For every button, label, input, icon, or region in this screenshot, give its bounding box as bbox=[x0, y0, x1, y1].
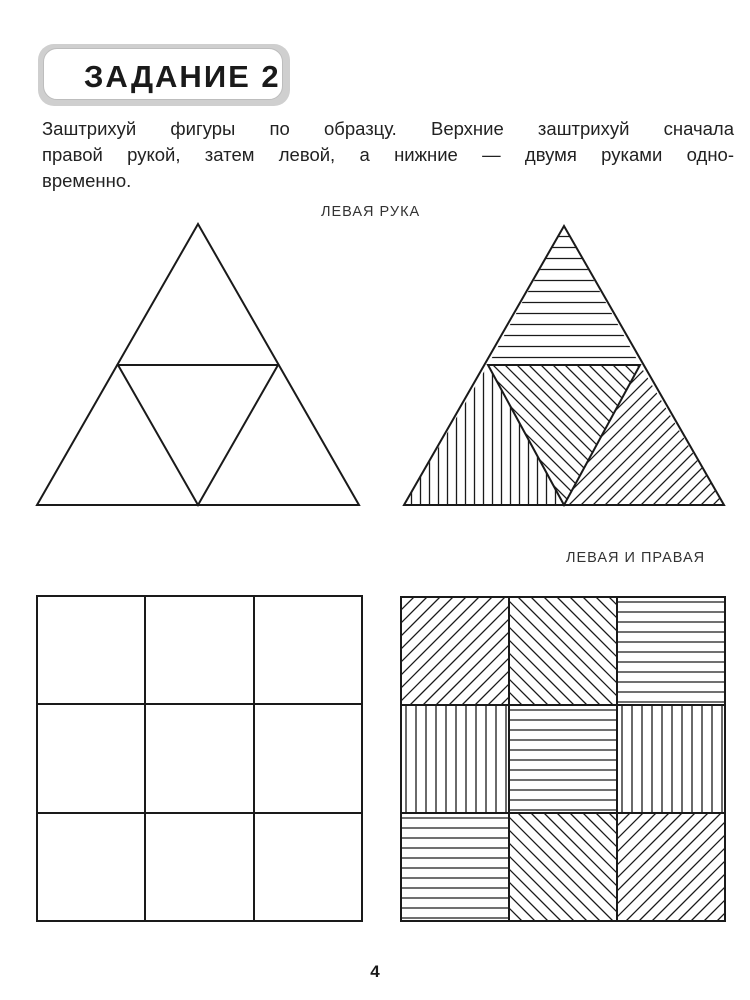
hatch-line bbox=[583, 597, 691, 705]
hatch-line bbox=[522, 813, 630, 921]
hatch-line bbox=[622, 597, 730, 705]
sample-grid-cell-4-hatching bbox=[406, 705, 506, 813]
hatch-line bbox=[401, 597, 509, 705]
hatch-line bbox=[605, 597, 713, 705]
hatch-line bbox=[468, 360, 618, 510]
hatch-line bbox=[587, 813, 695, 921]
hatch-line bbox=[456, 360, 606, 510]
hatch-line bbox=[397, 597, 505, 705]
instructions-line-2: правой рукой, затем левой, а нижние — двумя руками одно- bbox=[42, 144, 734, 165]
hatch-line bbox=[531, 813, 639, 921]
hatch-line bbox=[583, 813, 691, 921]
hatch-line bbox=[404, 360, 554, 510]
hatch-line bbox=[548, 813, 656, 921]
hatch-line bbox=[648, 597, 750, 705]
hatch-line bbox=[462, 597, 570, 705]
hatch-line bbox=[613, 813, 721, 921]
sample-triangle-top-hatching bbox=[480, 226, 650, 369]
hatch-line bbox=[410, 597, 518, 705]
hatch-line bbox=[440, 360, 590, 510]
hatch-line bbox=[728, 360, 750, 510]
hatch-line bbox=[479, 813, 587, 921]
hatch-line bbox=[509, 813, 617, 921]
hatch-line bbox=[432, 360, 582, 510]
sample-grid-cell-2-hatching bbox=[401, 597, 750, 705]
hatch-line bbox=[505, 813, 613, 921]
hatch-line bbox=[592, 597, 700, 705]
hatch-line bbox=[608, 360, 750, 510]
hatch-line bbox=[518, 597, 626, 705]
hatch-line bbox=[420, 360, 570, 510]
hatch-line bbox=[744, 360, 750, 510]
hatch-line bbox=[332, 360, 482, 510]
hatch-line bbox=[306, 597, 414, 705]
hatch-line bbox=[696, 360, 750, 510]
hatch-line bbox=[557, 597, 665, 705]
caption-left-hand: ЛЕВАЯ РУКА bbox=[321, 204, 421, 220]
hatch-line bbox=[479, 597, 587, 705]
hatch-line bbox=[668, 360, 750, 510]
hatch-line bbox=[544, 813, 652, 921]
hatch-line bbox=[635, 813, 743, 921]
hatch-line bbox=[588, 360, 738, 510]
hatch-line bbox=[557, 813, 665, 921]
hatch-line bbox=[570, 813, 678, 921]
hatch-line bbox=[648, 813, 750, 921]
hatch-line bbox=[475, 597, 583, 705]
hatch-line bbox=[704, 813, 750, 921]
hatch-line bbox=[609, 813, 717, 921]
hatch-line bbox=[414, 813, 522, 921]
hatch-line bbox=[612, 360, 750, 510]
hatch-line bbox=[453, 813, 561, 921]
hatch-line bbox=[609, 597, 717, 705]
task-title: ЗАДАНИЕ 2 bbox=[84, 59, 281, 94]
hatch-line bbox=[626, 813, 734, 921]
page-number: 4 bbox=[370, 962, 380, 981]
hatch-line bbox=[661, 597, 750, 705]
hatch-line bbox=[635, 597, 743, 705]
hatch-line bbox=[674, 813, 750, 921]
hatch-line bbox=[740, 360, 750, 510]
sample-triangle-right-hatching bbox=[408, 360, 750, 510]
hatch-line bbox=[730, 813, 750, 921]
hatch-line bbox=[596, 813, 704, 921]
hatch-line bbox=[692, 360, 750, 510]
instructions-line-1: Заштрихуй фигуры по образцу. Верхние заштрихуй сначала bbox=[42, 118, 734, 139]
hatch-line bbox=[639, 813, 747, 921]
hatch-line bbox=[293, 597, 401, 705]
hatch-line bbox=[488, 597, 596, 705]
sample-grid-cell-7-hatching bbox=[401, 818, 509, 918]
hatch-line bbox=[505, 597, 613, 705]
hatch-line bbox=[427, 597, 535, 705]
hatch-line bbox=[574, 813, 682, 921]
hatch-line bbox=[596, 597, 704, 705]
hatch-line bbox=[518, 813, 626, 921]
hatch-line bbox=[717, 813, 750, 921]
empty-triangle bbox=[37, 224, 359, 505]
hatch-line bbox=[440, 813, 548, 921]
hatch-line bbox=[531, 597, 639, 705]
hatch-line bbox=[423, 597, 531, 705]
hatch-line bbox=[401, 813, 509, 921]
instructions-line-3: временно. bbox=[42, 170, 132, 191]
hatch-line bbox=[358, 597, 466, 705]
hatch-line bbox=[514, 597, 622, 705]
hatch-line bbox=[553, 597, 661, 705]
hatch-line bbox=[540, 597, 648, 705]
hatch-line bbox=[566, 597, 674, 705]
hatch-line bbox=[674, 597, 750, 705]
hatch-line bbox=[449, 597, 557, 705]
sample-grid-cell-8-hatching bbox=[401, 813, 750, 921]
hatch-line bbox=[720, 360, 750, 510]
hatch-line bbox=[535, 813, 643, 921]
hatch-line bbox=[453, 597, 561, 705]
hatch-line bbox=[414, 597, 522, 705]
hatch-line bbox=[632, 360, 750, 510]
hatch-line bbox=[704, 360, 750, 510]
hatch-line bbox=[371, 597, 479, 705]
hatch-line bbox=[743, 813, 750, 921]
hatch-line bbox=[561, 813, 669, 921]
hatch-line bbox=[436, 597, 544, 705]
sample-grid-cell-6-hatching bbox=[622, 705, 722, 813]
sample-triangle-middle-hatching bbox=[332, 360, 750, 510]
sample-grid-cell-3-hatching bbox=[617, 602, 725, 702]
sample-grid bbox=[401, 597, 725, 921]
caption-left-and-right: ЛЕВАЯ И ПРАВАЯ bbox=[566, 550, 706, 566]
hatch-line bbox=[622, 813, 730, 921]
hatch-line bbox=[527, 597, 635, 705]
hatch-line bbox=[466, 813, 574, 921]
hatch-line bbox=[319, 597, 427, 705]
hatch-line bbox=[678, 813, 750, 921]
hatch-line bbox=[644, 360, 750, 510]
hatch-line bbox=[579, 597, 687, 705]
hatch-line bbox=[501, 597, 609, 705]
hatch-line bbox=[600, 360, 750, 510]
hatch-line bbox=[687, 597, 750, 705]
hatch-line bbox=[380, 360, 530, 510]
sample-grid-cell-1-hatching bbox=[293, 597, 713, 705]
hatch-line bbox=[544, 597, 652, 705]
hatch-line bbox=[713, 597, 750, 705]
hatch-line bbox=[732, 360, 750, 510]
hatch-line bbox=[332, 597, 440, 705]
sample-triangle bbox=[404, 226, 724, 505]
hatch-line bbox=[716, 360, 750, 510]
sample-triangle-left-hatching bbox=[403, 360, 565, 510]
hatch-line bbox=[466, 597, 574, 705]
hatch-line bbox=[660, 360, 750, 510]
hatch-line bbox=[344, 360, 494, 510]
hatch-line bbox=[464, 360, 614, 510]
empty-grid bbox=[37, 596, 362, 921]
hatch-line bbox=[440, 597, 548, 705]
hatch-line bbox=[570, 597, 678, 705]
sample-grid-cell-5-hatching bbox=[509, 710, 617, 810]
hatch-line bbox=[427, 813, 535, 921]
